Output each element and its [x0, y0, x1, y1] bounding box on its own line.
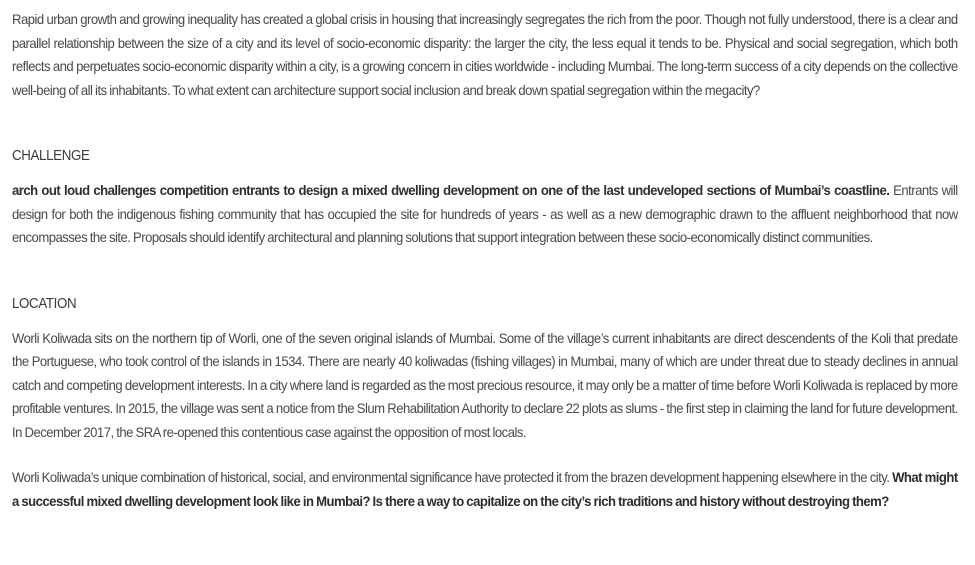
- location-heading: LOCATION: [12, 295, 77, 312]
- location-paragraph-1: Worli Koliwada sits on the northern tip of Worli, one of the seven original islands of Mumbai. Some of the village’s current inhabitants are direct descendents of the Koli that predate the Portuguese, who took control of the islands in 1534. There are nearly 40 koliwadas (fishing villages) in Mumbai, many of which are under threat due to steady declines in annual catch and competing development interests. In a city where land is regarded as the most precious resource, it may only be a matter of time before Worli Koliwada is replaced by more profitable ventures. In 2015, the village was sent a notice from the Slum Rehabilitation Authority to declare 22 plots as slums - the first step in claiming the land for future development. In December 2017, the SRA re-opened this contentious case against the opposition of most locals.: [12, 330, 958, 440]
- location-paragraph-2-question: What might a successful mixed dwelling development look like in Mumbai? Is there a way to capitalize on the city’s rich traditions and history without destroying them?: [12, 470, 958, 509]
- challenge-rest-text: Entrants will design for both the indigenous fishing community that has occupied the site for hundreds of years - as well as a new demographic drawn to the affluent neighborhood that now encompasses the site. Proposals should identify architectural and planning solutions that support integration between these socio-economically distinct communities.: [12, 183, 958, 245]
- location-paragraph-2: [12, 466, 958, 513]
- location-paragraph-2-lead: Worli Koliwada’s unique combination of historical, social, and environmental significance have protected it from the brazen development happening elsewhere in the city.: [12, 470, 893, 485]
- challenge-paragraph: [12, 179, 958, 250]
- intro-paragraph: Rapid urban growth and growing inequality has created a global crisis in housing that increasingly segregates the rich from the poor. Though not fully understood, there is a clear and parallel relationship between the size of a city and its level of socio-economic disparity: the larger the city, the less equal it tends to be. Physical and social segregation, which both reflects and perpetuates socio-economic disparity within a city, is a growing concern in cities worldwide - including Mumbai. The long-term success of a city depends on the collective well-being of all its inhabitants. To what extent can architecture support social inclusion and break down spatial segregation within the megacity?: [12, 12, 958, 98]
- challenge-heading: CHALLENGE: [12, 148, 90, 164]
- article-content: [12, 0, 957, 513]
- challenge-bold-lead: arch out loud challenges competition entrants to design a mixed dwelling development on one of the last undeveloped sections of Mumbai’s coastline.: [12, 183, 890, 198]
